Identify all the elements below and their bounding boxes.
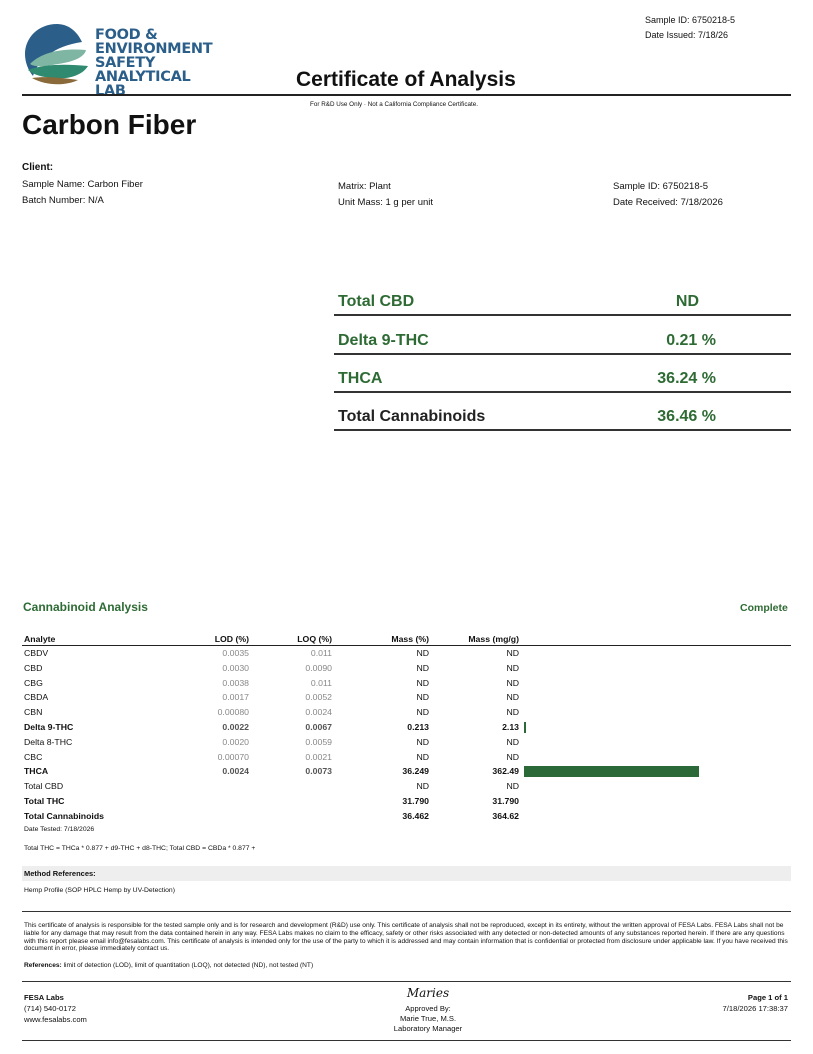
analyte-cell: Delta 8-THC	[24, 736, 73, 747]
approver-name: Marie True, M.S.	[399, 1014, 457, 1023]
header-sample-id: Sample ID: 6750218-5	[645, 15, 736, 25]
table-row	[22, 676, 791, 691]
footer-phone: (714) 540-0172	[24, 1004, 76, 1013]
summary-row-total-cannabinoids	[334, 393, 791, 431]
analyte-cell: CBG	[24, 677, 43, 688]
analyte-cell: CBN	[24, 707, 43, 718]
analyte-cell: Total Cannabinoids	[24, 810, 104, 821]
table-row	[22, 750, 791, 765]
mass-pct-cell: ND	[416, 677, 429, 688]
logo-line-1: FOOD &	[95, 27, 158, 43]
method-references-label: Method References:	[22, 866, 791, 881]
lod-cell: 0.0022	[222, 721, 249, 732]
table-row	[22, 735, 791, 750]
lod-cell: 0.0020	[222, 736, 249, 747]
lod-cell: 0.0024	[222, 766, 249, 777]
product-name: Carbon Fiber	[22, 109, 197, 140]
footer-divider	[22, 1040, 791, 1041]
summary-value: 0.21 %	[666, 331, 716, 349]
references-text: limit of detection (LOD), limit of quantitation (LOQ), not detected (ND), not tested (NT)	[61, 962, 314, 969]
mass-pct-cell: 31.790	[402, 795, 429, 806]
total-formula: Total THC = THCa * 0.877 + d9-THC + d8-THC; Total CBD = CBDa * 0.877 +	[24, 845, 256, 852]
loq-cell: 0.0090	[305, 662, 332, 673]
mass-mg-cell: ND	[506, 707, 519, 718]
batch-number: Batch Number: N/A	[22, 194, 104, 206]
client-info-middle	[338, 179, 433, 210]
references	[24, 962, 313, 969]
summary-row-thca	[334, 355, 791, 393]
analyte-cell: THCA	[24, 766, 49, 777]
footer-website: www.fesalabs.com	[24, 1015, 87, 1024]
date-tested: Date Tested: 7/18/2026	[24, 826, 95, 833]
page-number: Page 1 of 1	[747, 993, 788, 1002]
loq-cell: 0.0052	[305, 692, 332, 703]
mass-pct-cell: ND	[416, 707, 429, 718]
summary-value: 36.24 %	[657, 369, 716, 387]
date-received: Date Received: 7/18/2026	[613, 196, 723, 208]
mass-mg-cell: ND	[506, 736, 519, 747]
footer-page-info	[640, 992, 788, 1014]
header-meta	[645, 13, 735, 43]
potency-summary	[334, 278, 791, 431]
analysis-status: Complete	[740, 602, 788, 614]
cannabinoid-table	[22, 632, 791, 824]
summary-label: Total Cannabinoids	[338, 408, 486, 426]
references-label: References:	[24, 962, 62, 969]
table-row	[22, 661, 791, 676]
footer-contact	[24, 992, 87, 1025]
loq-cell: 0.0021	[305, 751, 332, 762]
table-row	[22, 779, 791, 794]
table-row	[22, 720, 791, 735]
header-analyte: Analyte	[24, 634, 56, 644]
signature: Maries	[406, 986, 450, 1000]
mass-pct-cell: 0.213	[407, 721, 429, 732]
lod-cell: 0.0017	[222, 692, 249, 703]
loq-cell: 0.0067	[305, 721, 332, 732]
table-row	[22, 705, 791, 720]
analyte-cell: CBD	[24, 662, 43, 673]
mass-mg-cell: 2.13	[502, 721, 519, 732]
method-references-text: Hemp Profile (SOP HPLC Hemp by UV-Detection)	[24, 887, 175, 894]
approver-title: Laboratory Manager	[393, 1024, 463, 1033]
logo-emblem-icon	[22, 20, 92, 86]
analyte-cell: Delta 9-THC	[24, 721, 74, 732]
analysis-title: Cannabinoid Analysis	[23, 600, 148, 614]
report-timestamp: 7/18/2026 17:38:37	[722, 1004, 788, 1013]
mass-mg-cell: 364.62	[492, 810, 519, 821]
mass-mg-cell: ND	[506, 692, 519, 703]
loq-cell: 0.0024	[305, 707, 332, 718]
table-body	[22, 646, 791, 824]
lod-cell: 0.00080	[217, 707, 249, 718]
mass-pct-cell: ND	[416, 781, 429, 792]
mass-pct-cell: ND	[416, 751, 429, 762]
loq-cell: 0.0059	[305, 736, 332, 747]
summary-value: 36.46 %	[657, 408, 716, 426]
mass-pct-cell: ND	[416, 648, 429, 658]
mass-pct-cell: ND	[416, 692, 429, 703]
sample-id: Sample ID: 6750218-5	[613, 181, 709, 192]
table-header	[22, 632, 791, 646]
header-lod: LOD (%)	[214, 634, 249, 644]
client-info-left	[22, 177, 143, 208]
mass-mg-cell: ND	[506, 662, 519, 673]
summary-row-total-cbd	[334, 278, 791, 316]
mass-pct-cell: 36.462	[402, 810, 429, 821]
sample-name: Sample Name: Carbon Fiber	[22, 179, 143, 190]
analyte-cell: Total CBD	[24, 781, 64, 792]
summary-value: ND	[675, 293, 699, 311]
mass-mg-cell: ND	[506, 648, 519, 658]
analyte-cell: CBC	[24, 751, 43, 762]
client-info-right	[613, 179, 723, 210]
loq-cell: 0.011	[310, 648, 332, 658]
table-row	[22, 809, 791, 824]
header-mass-mg: Mass (mg/g)	[468, 634, 519, 644]
mass-mg-cell: ND	[506, 677, 519, 688]
mass-bar	[524, 766, 699, 777]
unit-mass: Unit Mass: 1 g per unit	[338, 196, 434, 208]
logo-line-3: SAFETY	[95, 55, 156, 71]
header-divider	[22, 94, 791, 96]
mass-mg-cell: ND	[506, 751, 519, 762]
footer-approval	[368, 988, 488, 1034]
loq-cell: 0.0073	[305, 766, 332, 777]
analyte-cell: Total THC	[24, 795, 65, 806]
legal-notice: This certificate of analysis is responsible for the tested sample only and is for research and development (R&D) use only. This certificate of analysis shall not be reproduced, except in its entirety, without the written approval of FESA Labs. FESA Labs shall not be liable for any damage that may result from the data contained herein in any way. FESA Labs makes no claim to the efficacy, safety or other risks associated with any detected or non-detected amounts of any substances reported herein. If there are any questions with this report please email info@fesalabs.com. This certificate of analysis is intended only for the use of the party to which it is addressed and may contain information that is confidential or protected from disclosure under applicable law. If you have received this document in error, please immediately contact us.	[24, 922, 788, 953]
header-loq: LOQ (%)	[297, 634, 332, 644]
table-row	[22, 646, 791, 661]
header-date-issued: Date Issued: 7/18/26	[645, 30, 729, 40]
mass-mg-cell: 362.49	[492, 766, 519, 777]
summary-label: Delta 9-THC	[338, 331, 429, 349]
mass-bar	[524, 722, 526, 733]
lod-cell: 0.00070	[217, 751, 249, 762]
logo-line-2: ENVIRONMENT	[95, 41, 213, 57]
document-title: Certificate of Analysis	[296, 68, 516, 91]
approved-by: Approved By:	[405, 1004, 451, 1013]
divider	[22, 981, 791, 982]
lod-cell: 0.0035	[222, 648, 249, 658]
summary-label: THCA	[338, 369, 383, 387]
logo-line-4: ANALYTICAL LAB	[95, 69, 191, 99]
mass-mg-cell: ND	[506, 781, 519, 792]
analyte-cell: CBDV	[24, 648, 49, 658]
lod-cell: 0.0038	[222, 677, 249, 688]
table-row	[22, 794, 791, 809]
mass-pct-cell: ND	[416, 662, 429, 673]
mass-pct-cell: 36.249	[402, 766, 429, 777]
table-row	[22, 764, 791, 779]
disclaimer: For R&D Use Only · Not a California Compliance Certificate.	[310, 101, 478, 108]
mass-mg-cell: 31.790	[492, 795, 519, 806]
footer-company: FESA Labs	[24, 993, 64, 1002]
table-row	[22, 690, 791, 705]
matrix: Matrix: Plant	[338, 181, 391, 192]
analyte-cell: CBDA	[24, 692, 49, 703]
client-label: Client:	[22, 162, 54, 173]
loq-cell: 0.011	[310, 677, 332, 688]
summary-label: Total CBD	[338, 293, 415, 311]
summary-row-delta9-thc	[334, 316, 791, 354]
lod-cell: 0.0030	[222, 662, 249, 673]
divider	[22, 911, 791, 912]
lab-logo	[22, 20, 222, 99]
mass-pct-cell: ND	[416, 736, 429, 747]
header-mass-pct: Mass (%)	[391, 634, 429, 644]
